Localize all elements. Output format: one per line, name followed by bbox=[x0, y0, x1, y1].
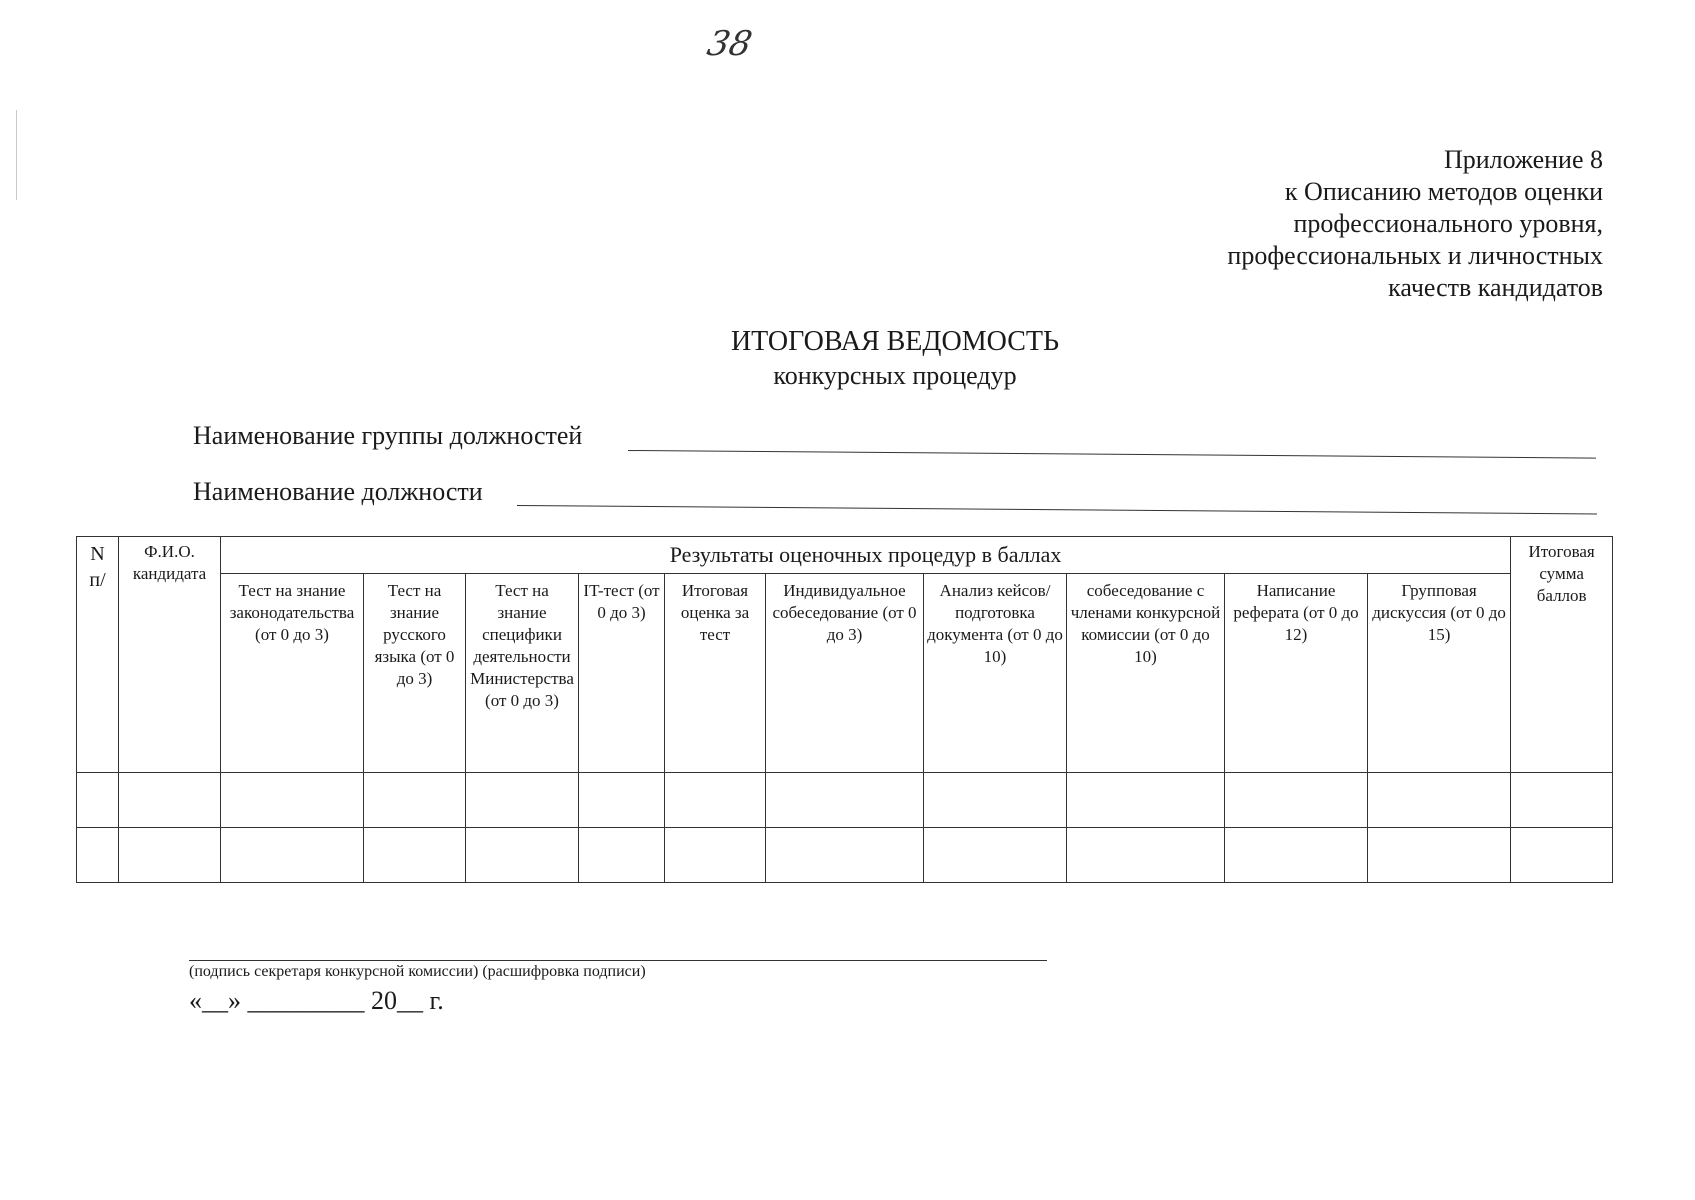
signature-caption: (подпись секретаря конкурсной комиссии) (расшифровка подписи) bbox=[189, 963, 646, 980]
header-it-test: IT-тест (от 0 до 3) bbox=[579, 574, 665, 773]
table-cell[interactable] bbox=[1511, 828, 1613, 883]
signature-line[interactable] bbox=[189, 960, 1047, 961]
date-field[interactable]: «__» _________ 20__ г. bbox=[189, 986, 444, 1015]
table-cell[interactable] bbox=[221, 773, 364, 828]
table-cell[interactable] bbox=[1368, 828, 1511, 883]
appendix-line: профессиональных и личностных bbox=[1227, 241, 1603, 270]
table-cell[interactable] bbox=[364, 773, 466, 828]
table-cell[interactable] bbox=[924, 828, 1067, 883]
appendix-line: Приложение 8 bbox=[1443, 145, 1603, 174]
position-name-input-line[interactable] bbox=[517, 505, 1597, 514]
appendix-reference bbox=[1227, 144, 1603, 304]
position-name-label: Наименование должности bbox=[193, 477, 483, 506]
table-cell[interactable] bbox=[119, 828, 221, 883]
header-russian-test: Тест на знание русского языка (от 0 до 3) bbox=[364, 574, 466, 773]
table-cell[interactable] bbox=[766, 828, 924, 883]
header-test-total: Итоговая оценка за тест bbox=[665, 574, 766, 773]
scan-edge-mark bbox=[16, 110, 17, 200]
table-row bbox=[77, 828, 1613, 883]
header-results-group: Результаты оценочных процедур в баллах bbox=[221, 537, 1511, 574]
header-number: N п/ bbox=[77, 537, 119, 773]
table-row bbox=[77, 773, 1613, 828]
table-cell[interactable] bbox=[466, 773, 579, 828]
appendix-line: профессионального уровня, bbox=[1293, 209, 1603, 238]
header-candidate-name: Ф.И.О. кандидата bbox=[119, 537, 221, 773]
table-cell[interactable] bbox=[77, 773, 119, 828]
table-cell[interactable] bbox=[766, 773, 924, 828]
table-cell[interactable] bbox=[221, 828, 364, 883]
table-cell[interactable] bbox=[924, 773, 1067, 828]
header-individual-interview: Индивидуальное собеседование (от 0 до 3) bbox=[766, 574, 924, 773]
header-commission-interview: собеседование с членами конкурсной комиссии (от 0 до 10) bbox=[1067, 574, 1225, 773]
subheader-row bbox=[77, 574, 1613, 773]
table-cell[interactable] bbox=[1225, 828, 1368, 883]
header-law-test: Тест на знание законодательства (от 0 до 3) bbox=[221, 574, 364, 773]
table-cell[interactable] bbox=[1067, 773, 1225, 828]
header-row bbox=[77, 537, 1613, 574]
table-cell[interactable] bbox=[77, 828, 119, 883]
table-cell[interactable] bbox=[466, 828, 579, 883]
header-total-score: Итоговая сумма баллов bbox=[1511, 537, 1613, 773]
document-title: ИТОГОВАЯ ВЕДОМОСТЬ bbox=[730, 326, 1060, 357]
table-cell[interactable] bbox=[579, 773, 665, 828]
table-cell[interactable] bbox=[665, 773, 766, 828]
table-cell[interactable] bbox=[579, 828, 665, 883]
appendix-line: качеств кандидатов bbox=[1388, 273, 1603, 302]
table-cell[interactable] bbox=[1225, 773, 1368, 828]
table-cell[interactable] bbox=[1368, 773, 1511, 828]
group-name-input-line[interactable] bbox=[628, 450, 1596, 459]
results-table bbox=[76, 536, 1613, 883]
table-cell[interactable] bbox=[364, 828, 466, 883]
header-case-analysis: Анализ кейсов/подготовка документа (от 0 до 10) bbox=[924, 574, 1067, 773]
table-cell[interactable] bbox=[665, 828, 766, 883]
table-cell[interactable] bbox=[119, 773, 221, 828]
header-ministry-test: Тест на знание специфики деятельности Министерства (от 0 до 3) bbox=[466, 574, 579, 773]
document-subtitle: конкурсных процедур bbox=[773, 361, 1017, 390]
header-essay: Написание реферата (от 0 до 12) bbox=[1225, 574, 1368, 773]
header-group-discussion: Групповая дискуссия (от 0 до 15) bbox=[1368, 574, 1511, 773]
handwritten-page-number: 38 bbox=[703, 24, 756, 64]
appendix-line: к Описанию методов оценки bbox=[1284, 177, 1603, 206]
table-cell[interactable] bbox=[1511, 773, 1613, 828]
group-name-label: Наименование группы должностей bbox=[193, 421, 583, 450]
table-cell[interactable] bbox=[1067, 828, 1225, 883]
